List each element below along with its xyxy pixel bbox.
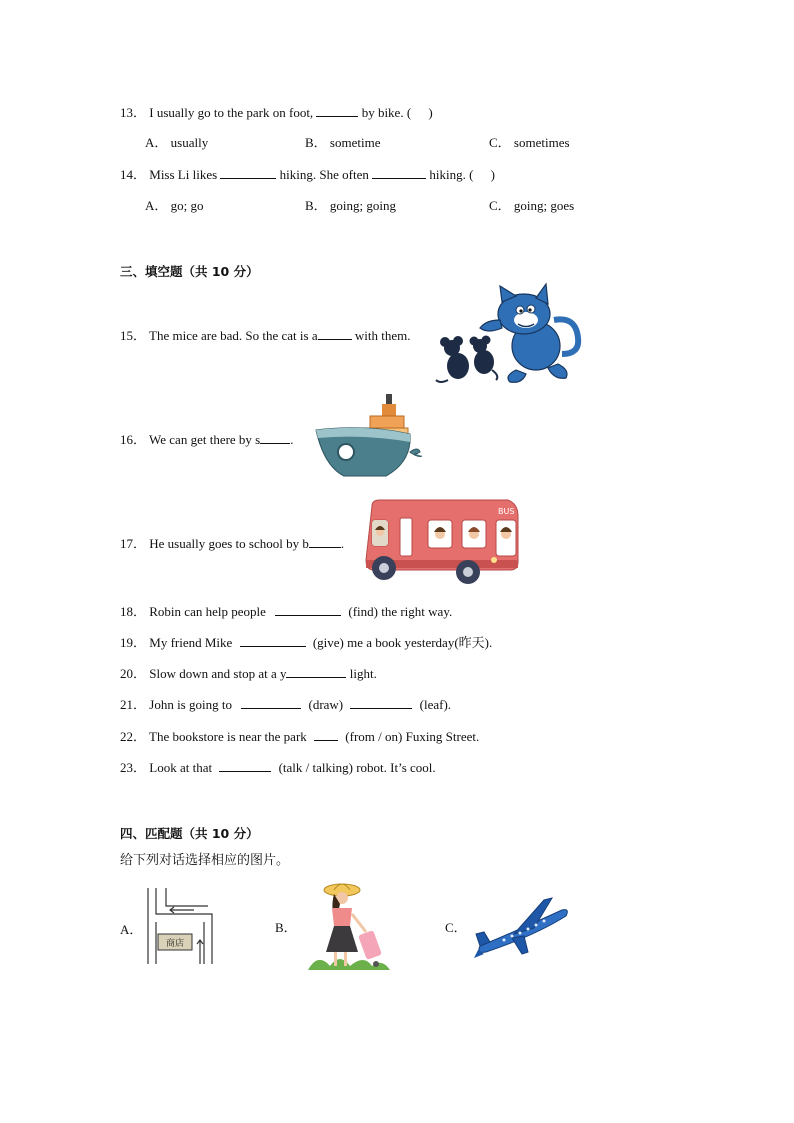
- paren-close: ): [428, 105, 433, 120]
- question-22: 22． The bookstore is near the park (from / on) Fuxing Street.: [120, 729, 480, 744]
- answer-blank[interactable]: [220, 166, 276, 179]
- answer-blank[interactable]: [260, 431, 290, 444]
- question-15: 15． The mice are bad. So the cat is a with them.: [120, 328, 411, 343]
- option-c[interactable]: C． sometimes: [489, 135, 570, 150]
- section-title: 四、匹配题（共 10 分）: [120, 826, 259, 841]
- option-b[interactable]: B． sometime: [305, 135, 381, 150]
- answer-blank[interactable]: [241, 696, 301, 709]
- bus-sign: BUS: [498, 507, 515, 516]
- question-number: 13．: [120, 105, 147, 120]
- answer-blank[interactable]: [318, 327, 352, 340]
- match-label-b: B．: [275, 920, 297, 935]
- question-21: 21． John is going to (draw) (leaf).: [120, 697, 452, 712]
- question-20: 20． Slow down and stop at a y light.: [120, 666, 377, 681]
- question-text: by bike. (: [361, 105, 412, 120]
- answer-blank[interactable]: [275, 603, 341, 616]
- option-c[interactable]: C． going; goes: [489, 198, 575, 213]
- question-18: 18． Robin can help people (find) the right way.: [120, 604, 453, 619]
- map-directions-illustration[interactable]: [146, 888, 214, 966]
- question-14: 14． Miss Li likes hiking. She often hiking. ( ): [120, 167, 496, 182]
- answer-blank[interactable]: [309, 535, 341, 548]
- match-label-c: C．: [445, 920, 467, 935]
- match-label-a: A．: [120, 922, 143, 937]
- question-23: 23． Look at that (talk / talking) robot. It’s cool.: [120, 760, 436, 775]
- answer-blank[interactable]: [240, 634, 306, 647]
- answer-blank[interactable]: [219, 759, 271, 772]
- cat-and-mice-illustration: [436, 284, 582, 386]
- answer-blank[interactable]: [314, 728, 338, 741]
- option-a[interactable]: A． usually: [145, 135, 209, 150]
- ship-illustration: [314, 394, 426, 480]
- question-16: 16． We can get there by s .: [120, 432, 294, 447]
- answer-blank[interactable]: [372, 166, 426, 179]
- question-17: 17． He usually goes to school by b .: [120, 536, 345, 551]
- bus-illustration: [364, 500, 520, 586]
- question-text: I usually go to the park on foot,: [149, 105, 314, 120]
- question-19: 19． My friend Mike (give) me a book yesterday(昨天).: [120, 635, 493, 650]
- section-title: 三、填空题（共 10 分）: [120, 264, 259, 279]
- traveler-girl-illustration[interactable]: [304, 880, 392, 974]
- question-number: 14．: [120, 167, 147, 182]
- option-a[interactable]: A． go; go: [145, 198, 204, 213]
- answer-blank[interactable]: [286, 665, 346, 678]
- airplane-illustration[interactable]: [474, 896, 570, 958]
- answer-blank[interactable]: [350, 696, 412, 709]
- answer-blank[interactable]: [316, 104, 358, 117]
- question-13: [120, 104, 433, 121]
- shop-label: 商店: [165, 939, 185, 949]
- option-b[interactable]: B． going; going: [305, 198, 397, 213]
- section-instruction: 给下列对话选择相应的图片。: [120, 853, 290, 868]
